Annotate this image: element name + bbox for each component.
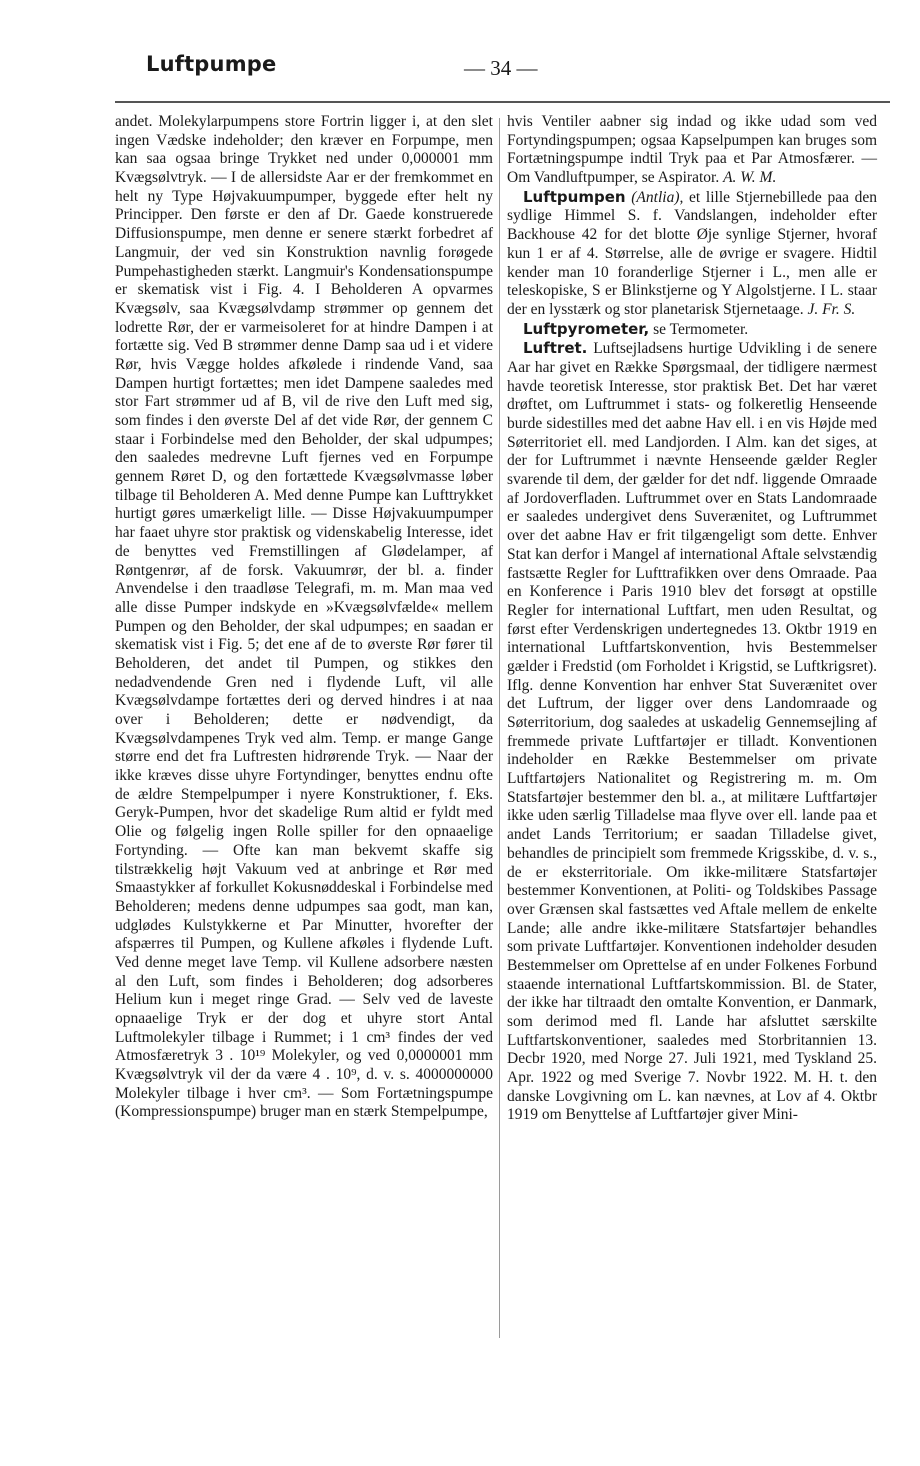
running-head-word: Luftpumpe xyxy=(146,52,277,76)
entry-text: se Termometer. xyxy=(653,320,749,338)
left-column xyxy=(115,113,493,1122)
entry-luftret xyxy=(507,339,877,1125)
entry-text: hvis Ventiler aabner sig indad og ikke udad som ved Fortyndingspumpen; ogsaa Kapselpumpen kan bruges som Fortætningspumpe indtil Tryk paa et Par Atmosfærer. — Om Vandluftpumper, se Aspirator. xyxy=(507,113,877,187)
entry-luftpumpen-constellation xyxy=(507,188,877,320)
entry-luftpumpe-continued xyxy=(507,113,877,188)
entry-latin-name: (Antlia), xyxy=(631,188,684,206)
author-signature: J. Fr. S. xyxy=(807,300,856,318)
entry-text: et lille Stjernebillede paa den sydlige Himmel S. f. Vandslangen, indeholder efter Backhouse 42 for det blotte Øje synlige Stjerner, hvoraf kun 1 er af 4. Størrelse, alle de øvrige er svagere. Hidtil kender man 10 foranderlige Stjerner i L., men alle er teleskopiske, S er Blinkstjerne og Y Algolstjerne. I L. staar der en lysstærk og stor planetarisk Stjernetaage. xyxy=(507,188,878,318)
page-header xyxy=(146,52,882,86)
entry-text: Luftsejladsens hurtige Udvikling i de senere Aar har givet en Række Spørgsmaal, der tidligere nærmest havde teoretisk Interesse, stor praktisk Bet. Det har været drøftet, om Luftrummet i stats- og folkeretlig Henseende burde sidestilles med det aabne Hav ell. i en vis Højde med Søterritoriet ell. med Landjorden. I Alm. kan det siges, at der for Luftrummet i nævnte Henseende gælder Regler svarende til dem, der gælder for det ndf. liggende Omraade af Jordoverfladen. Luftrummet over en Stats Landomraade er saaledes undergivet dens Suverænitet, og Luftrummet over det aabne Hav er frit tilgængeligt som dette. Enhver Stat kan derfor i Mangel af international Aftale selvstændig fastsætte Regler for Lufttrafikken over dens Omraade. Paa en Konference i Paris 1910 blev det forsøgt at opstille Regler for international Luftfart, men uden Resultat, og først efter Verdenskrigen undertegnedes 13. Oktbr 1919 en international Luftfartskonvention, hvis Bestemmelser gælder i Fredstid (om Forholdet i Krigstid, se Luftkrigsret). Iflg. denne Konvention har enhver Stat Suverænitet over det Luftrum, der ligger over dens Landomraade og Søterritorium, dog saaledes at uskadelig Gennemsejling af fremmede private Luftfartøjer er tilladt. Konventionen indeholder en Række Bestemmelser om private Luftfartøjers Nationalitet og Registrering m. m. Om Statsfartøjer bestemmer den bl. a., at militære Luftfartøjer ikke uden særlig Tilladelse maa flyve over ell. lande paa et andet Lands Territorium; er saadan Tilladelse givet, behandles de principielt som fremmede Krigsskibe, d. v. s., de er eksterritoriale. Om ikke-militære Statsfartøjer bestemmer Konventionen, at Politi- og Toldskibes Passage over Grænsen skal fastsættes ved Aftale mellem de enkelte Lande; alle andre ikke-militære Statsfartøjer behandles som private Luftfartøjer. Konventionen indeholder desuden Bestemmelser om Oprettelse af en under Folkenes Forbund staaende international Luftfartskommission. Bl. de Stater, der ikke har tiltraadt den omtalte Konvention, er Danmark, som derimod med fl. Lande har afsluttet særskilte Luftfartskonventioner, saaledes med Storbritannien 13. Decbr 1920, med Norge 27. Juli 1921, med Tyskland 25. Apr. 1922 og med Sverige 7. Novbr 1922. M. H. t. den danske Lovgivning om L. kan nævnes, at Lov af 4. Oktbr 1919 om Benyttelse af Luftfartøjer giver Mini- xyxy=(507,340,878,1124)
left-column-text: andet. Molekylarpumpens store Fortrin ligger i, at den slet ingen Vædske indeholder; den kræver en Forpumpe, men kan saa ogsaa bringe Trykket ned under 0,000001 mm Kvægsølvtryk. — I de allersidste Aar er der fremkommet en helt ny Type Højvakuumpumper, byggede efter helt ny Principper. Den første er den af Dr. Gaede konstruerede Diffusionspumpe, men denne er senere stærkt forbedret af Langmuir, der ved sin Konstruktion navnlig forøgede Pumpehastigheden stærkt. Langmuir's Kondensationspumpe er skematisk vist i Fig. 4. I Beholderen A opvarmes Kvægsølv, saa Kvægsølvdamp strømmer op gennem det lodrette Rør, der er varmeisoleret for at hindre Dampen i at fortætte sig. Ved B strømmer denne Damp saa ud i et videre Rør, hvis Vægge holdes afkølede i rindende Vand, saa Dampen hurtigt fortættes; men idet Dampene saaledes med stor Fart strømmer ud af B, vil de rive den Luft med sig, som findes i den øverste Del af det vide Rør, der gennem C staar i Forbindelse med den Beholder, der skal udpumpes; den saaledes medrevne Luft fjernes ved en Forpumpe gennem Røret D, og den fortættede Kvægsølvmasse løber tilbage til Beholderen A. Med denne Pumpe kan Lufttrykket hurtigt gøres umærkeligt lille. — Disse Højvakuumpumper har faaet uhyre stor praktisk og videnskabelig Interesse, idet de benyttes ved Fremstillingen af Glødelamper, af Røntgenrør, af de forsk. Vakuumrør, der bl. a. finder Anvendelse i den traadløse Telegrafi, m. m. Man maa ved alle disse Pumper indskyde en »Kvægsølvfælde« mellem Pumpen og den Beholder, der skal udpumpes; en saadan er skematisk vist i Fig. 5; det ene af de to øverste Rør fører til Beholderen, det andet til Pumpen, og stikkes den nedadvendende Gren ned i flydende Luft, vil alle Kvægsølvdampe fortættes deri og derved hindres i at naa over i Beholderen; dette er nødvendigt, da Kvægsølvdampenes Tryk ved alm. Temp. er mange Gange større end det fra Luftresten hidrørende Tryk. — Naar der ikke kræves disse uhyre Fortyndinger, benyttes endnu ofte de ældre Stempelpumper i nyere Konstruktioner, f. Eks. Geryk-Pumpen, hvor det skadelige Rum altid er fyldt med Olie og følgelig ingen Rolle spiller for den opnaaelige Fortynding. — Ofte kan man bekvemt skaffe sig tilstrækkelig højt Vakuum ved at anbringe et Rør med Smaastykker af forkullet Kokusnøddeskal i Forbindelse med Beholderen; medens denne udpumpes saa godt, man kan, udglødes Kulstykkerne et Par Minutter, hvorefter der afspærres til Pumpen, og Kullene afkøles i flydende Luft. Ved denne meget lave Temp. vil Kullene adsorbere næsten al den Luft, som findes i Beholderen; dog adsorberes Helium kun i meget ringe Grad. — Selv ved de laveste opnaaelige Tryk er der dog et uhyre stort Antal Luftmolekyler tilbage i Rummet; i 1 cm³ findes der ved Atmosfæretryk 3 . 10¹⁹ Molekyler, og ved 0,0000001 mm Kvægsølvtryk vil der da være 4 . 10⁹, d. v. s. 4000000000 Molekyler tilbage i hver cm³. — Som Fortætningspumpe (Kompressionspumpe) bruger man en stærk Stempelpumpe, xyxy=(115,113,493,1121)
right-column xyxy=(507,113,877,1125)
author-signature: A. W. M. xyxy=(723,169,777,187)
entry-headword: Luftret. xyxy=(523,339,588,358)
page-number: — 34 — xyxy=(464,56,538,80)
column-divider xyxy=(499,118,500,1338)
header-rule xyxy=(115,101,890,103)
entry-luftpyrometer xyxy=(507,320,877,340)
entry-headword: Luftpumpen xyxy=(523,187,626,206)
entry-headword: Luftpyrometer, xyxy=(523,319,650,338)
